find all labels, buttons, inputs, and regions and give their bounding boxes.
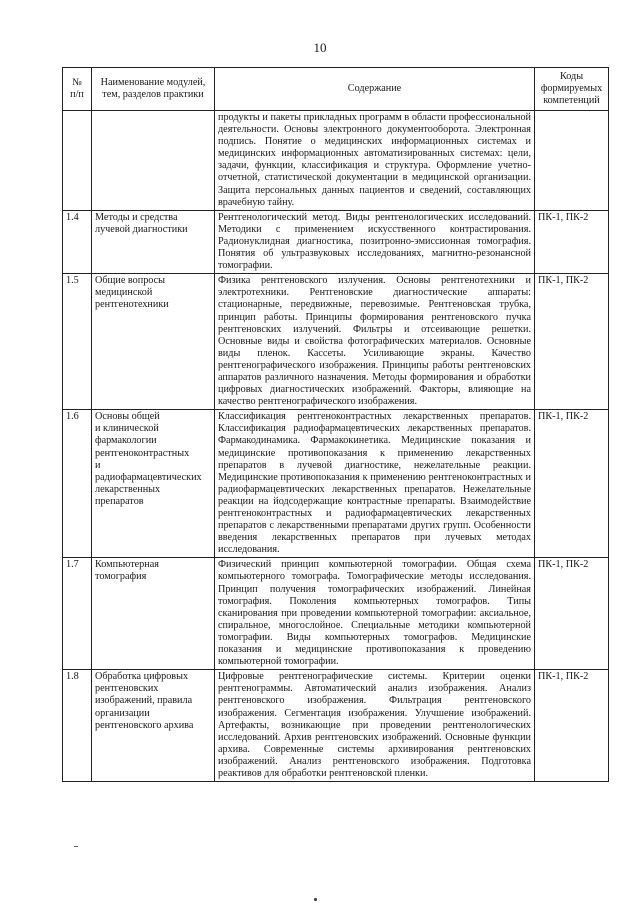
row-title — [92, 210, 215, 273]
row-number: 1.6 — [63, 410, 92, 558]
row-title-line: радиофармацевтических — [95, 471, 202, 483]
row-title-line: Основы общей — [95, 411, 160, 423]
row-number: 1.8 — [63, 670, 92, 782]
row-content: Физический принцип компьютерной томографии. Общая схема компьютерного томографа. Томографические методы исследования. Принцип получения томографических изображений. Линейная томография. Поколения компьютерных томографов. Типы сканирования при проведении компьютерной томографии: аксиальное, спиральное, многослойное. Специальные методики компьютерной томографии. Виды компьютерных томографов. Медицинские показания и медицинские противопоказания к проведению компьютерной томографии. — [215, 558, 535, 670]
row-title-line: организации — [95, 707, 150, 719]
table-row — [63, 210, 609, 273]
row-title-line: и клинической — [95, 423, 159, 435]
row-title-line: томография — [95, 571, 147, 583]
row-competency-codes: ПК-1, ПК-2 — [535, 210, 609, 273]
row-number: 1.5 — [63, 274, 92, 410]
header-num: № п/п — [63, 68, 92, 111]
row-competency-codes: ПК-1, ПК-2 — [535, 670, 609, 782]
row-title-line: рентгеновского архива — [95, 719, 194, 731]
row-number: 1.7 — [63, 558, 92, 670]
row-title-line: медицинской — [95, 287, 153, 299]
row-title-line: рентгеновских — [95, 683, 159, 695]
row-title-line: рентгенотехники — [95, 299, 169, 311]
row-content: Физика рентгеновского излучения. Основы рентгенотехники и электротехники. Рентгеновские диагностические аппараты: стационарные, передвижные, перевозимые. Рентгеновская трубка, принцип работы. Принципы формирования рентгеновского пучка рентгеновских излучений. Фильтры и отсеивающие решетки. Основные виды и свойства фотографических материалов. Основные виды пленок. Кассеты. Усиливающие экраны. Качество рентгенографического изображения. Принципы работы рентгеновских аппаратов различного назначения. Методы формирования и обработки цифровых диагностических изображений. Факторы, влияющие на качество рентгенографического изображения. — [215, 274, 535, 410]
row-title — [92, 410, 215, 558]
table-header-row — [63, 68, 609, 111]
row-title-line: Общие вопросы — [95, 275, 165, 287]
row-title-line: фармакологии — [95, 435, 157, 447]
curriculum-table — [62, 67, 609, 782]
table-row — [63, 111, 609, 211]
row-title-line: лекарственных — [95, 483, 161, 495]
margin-mark — [74, 846, 78, 847]
row-title — [92, 111, 215, 211]
row-title — [92, 558, 215, 670]
table-row — [63, 558, 609, 670]
row-title-line: лучевой диагностики — [95, 223, 188, 235]
header-title: Наименование модулей, тем, разделов практики — [92, 68, 215, 111]
row-competency-codes — [535, 111, 609, 211]
row-title-line: Методы и средства — [95, 211, 178, 223]
header-content: Содержание — [215, 68, 535, 111]
row-title-line: Компьютерная — [95, 559, 159, 571]
row-competency-codes: ПК-1, ПК-2 — [535, 274, 609, 410]
row-title-line: рентгеноконтрастных — [95, 447, 190, 459]
row-title — [92, 274, 215, 410]
scan-dot — [314, 898, 317, 901]
row-content: Рентгенологический метод. Виды рентгенологических исследований. Методики с применением искусственного контрастирования. Радионуклидная диагностика, позитронно-эмиссионная томография. Понятия об ультразвуковых исследованиях, магнитно-резонансной томографии. — [215, 210, 535, 273]
page-number: 10 — [313, 40, 327, 55]
row-title-line: изображений, правила — [95, 695, 193, 707]
row-title — [92, 670, 215, 782]
header-codes: Коды формируемых компетенций — [535, 68, 609, 111]
row-title-line: препаратов — [95, 495, 144, 507]
row-competency-codes: ПК-1, ПК-2 — [535, 410, 609, 558]
row-content: Цифровые рентгенографические системы. Критерии оценки рентгенограммы. Автоматический анализ изображения. Анализ рентгеновского изображения. Фильтрация рентгеновского изображения. Сегментация изображения. Улучшение изображений. Артефакты, возникающие при проведении рентгенологических исследований. Архив рентгеновских изображений. Основные функции архива. Современные системы архивирования рентгеновских изображений. Анализ рентгеновского изображения. Подготовка реактивов для обработки рентгеновской пленки. — [215, 670, 535, 782]
row-content: продукты и пакеты прикладных программ в области профессиональной деятельности. Основы электронного документооборота. Электронная подпись. Понятие о медицинских информационных системах и медицинских информационных автоматизированных системах: цели, задачи, функции, классификация и структура. Оформление учетно-отчетной, статистической документации в медицинской организации. Защита персональных данных пациентов и сведений, составляющих врачебную тайну. — [215, 111, 535, 211]
row-number: 1.4 — [63, 210, 92, 273]
table-row — [63, 274, 609, 410]
row-competency-codes: ПК-1, ПК-2 — [535, 558, 609, 670]
row-content: Классификация рентгеноконтрастных лекарственных препаратов. Классификация радиофармацевтических лекарственных препаратов. Фармакодинамика. Фармакокинетика. Медицинские показания и медицинские противопоказания к применению лекарственных препаратов в лучевой диагностике, нежелательные реакции. Медицинские противопоказания к применению рентгеноконтрастных и радиофармацевтических лекарственных препаратов. Нежелательные реакции на йодсодержащие контрастные препараты. Взаимодействие рентгеноконтрастных и радиофармацевтических лекарственных препаратов с лекарственными препаратами других групп. Особенности введения лекарственных препаратов при лучевых методах исследования. — [215, 410, 535, 558]
table-row — [63, 410, 609, 558]
row-title-line: и — [95, 459, 101, 471]
table-row — [63, 670, 609, 782]
row-title-line: Обработка цифровых — [95, 671, 189, 683]
table-body — [63, 111, 609, 782]
row-number — [63, 111, 92, 211]
